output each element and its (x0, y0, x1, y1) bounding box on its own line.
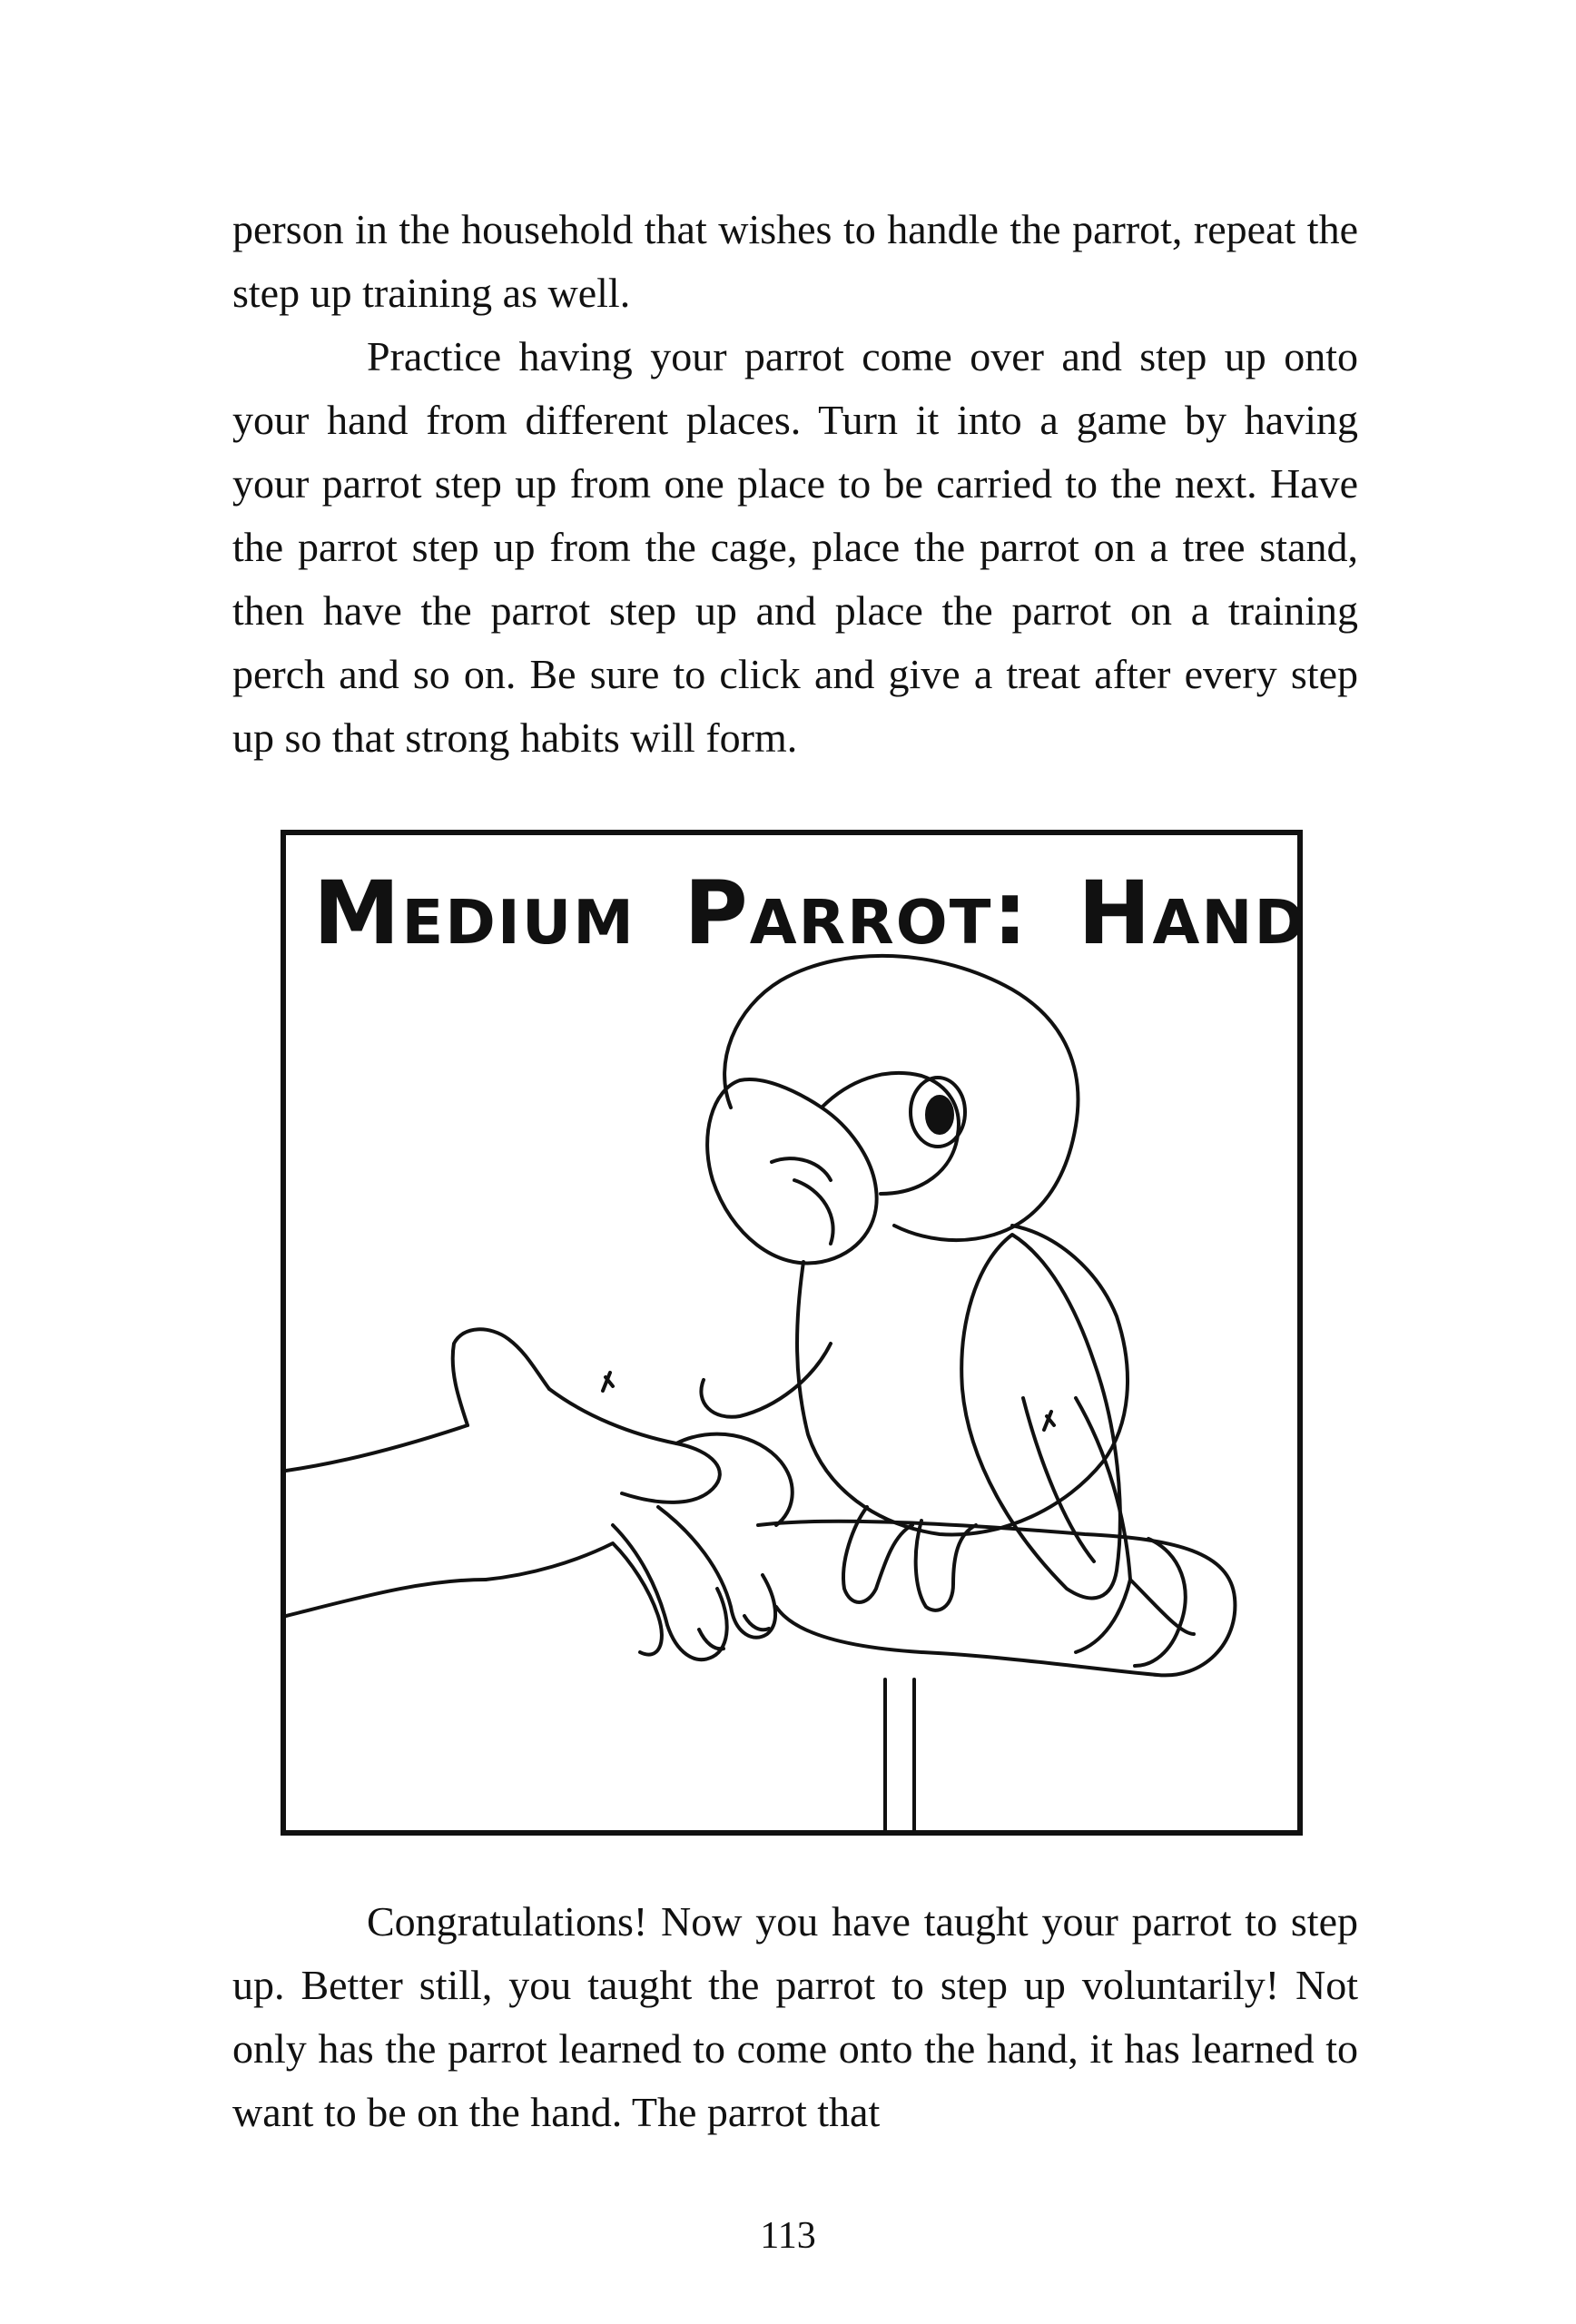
figure-title: Medium Parrot: Hand (313, 862, 1307, 964)
parrot-head (724, 956, 1078, 1240)
hand (453, 1329, 549, 1425)
perch-branch-end (1135, 1539, 1186, 1666)
body-paragraph: Practice having your parrot come over and step up onto your hand from different places. Turn it into a game by having your parrot step up from one place to be carried to the next. Have the parrot step up from the cage, place the parrot on a tree stand, then have the parrot step up and place the parrot on a training perch and so on. Be sure to click and give a treat after every step up so that strong habits will form. (232, 333, 1358, 761)
body-paragraph: person in the household that wishes to handle the parrot, repeat the step up training as well. (232, 206, 1358, 316)
parrot-tail (1076, 1398, 1130, 1652)
body-paragraph: Congratulations! Now you have taught your parrot to step up. Better still, you taught the parrot to step up voluntarily! Not only has the parrot learned to come onto the hand, it has learned to want to be on the hand. The parrot that (232, 1898, 1358, 2135)
perch-post (885, 1679, 914, 1830)
page-number: 113 (760, 2215, 816, 2257)
parrot-on-hand-illustration (286, 835, 1297, 1830)
forearm (286, 1425, 468, 1471)
parrot-wing (961, 1235, 1120, 1598)
figure-box (281, 830, 1307, 1836)
parrot-beak (707, 1079, 877, 1264)
